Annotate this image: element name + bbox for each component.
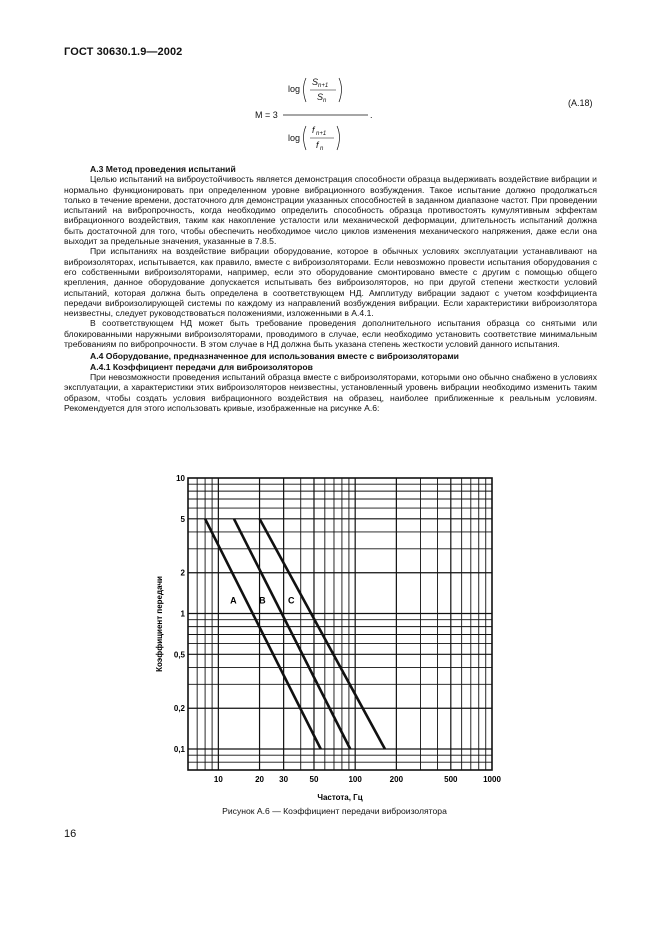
x-tick-label: 100 — [348, 775, 362, 784]
figure-caption: Рисунок А.6 — Коэффициент передачи виброизолятора — [222, 806, 447, 816]
y-tick-label: 0,1 — [173, 745, 185, 755]
formula-lhs: M = 3 — [255, 110, 278, 120]
formula-den-s-sub: n — [323, 98, 327, 104]
chart-x-axis-label: Частота, Гц — [317, 793, 363, 802]
x-tick-label: 10 — [213, 775, 223, 784]
formula-den-s: S — [317, 92, 324, 102]
y-tick-label: 0,5 — [173, 650, 185, 660]
formula-number: (А.18) — [568, 98, 593, 108]
formula-log2: log — [288, 133, 301, 143]
formula-num-s: S — [312, 77, 319, 87]
section-a3-heading: А.3 Метод проведения испытаний — [90, 164, 236, 174]
formula-paren-left-2 — [304, 126, 307, 150]
y-tick-label: 2 — [180, 568, 185, 578]
x-tick-label: 500 — [444, 775, 458, 784]
section-a3-paragraph-3: В соответствующем НД может быть требование проведения дополнительного испытания образца со снятыми или блокированными наружными виброизоляторами, проводимого в случае, если необходимо установить соответствие минимальным требованиям по вибропрочности. В этом случае в НД должна быть указана степень жесткости условий данного испытания. — [64, 318, 597, 350]
x-tick-label: 200 — [389, 775, 404, 784]
section-a41-heading: А.4.1 Коэффициент передачи для виброизоляторов — [90, 361, 313, 372]
y-tick-label: 1 — [180, 609, 185, 619]
series-line-c — [260, 519, 385, 749]
formula-paren-right-2 — [337, 126, 340, 150]
section-a41-paragraph: При невозможности проведения испытаний образца вместе с виброизоляторами, которыми оно обычно снабжено в условиях эксплуатации, а характеристики этих виброизоляторов неизвестны, установленный уровень вибрации необходимо изменить таким образом, чтобы создать условия вибрационного воздействия на образец, наиболее приближенные к реальным условиям. Рекомендуется для этого использовать кривые, изображенные на рисунке А.6: — [64, 371, 597, 413]
section-a3-paragraph-2: При испытаниях на воздействие вибрации оборудование, которое в обычных условиях эксплуатации устанавливают на виброизоляторах, испытывается, как правило, вместе с виброизоляторами. Если невозможно провести испытания оборудования с его собственными виброизоляторами, например, если это оборудование смонтировано вместе с другим с помощью общего крепления, данное оборудование допускается испытывать без виброизоляторов, но при другой степени жесткости условий испытаний, которая должна быть определена в соответствующем НД. Амплитуду вибрации задают с учетом коэффициента передачи виброизолирующей системы по каждому из направлений возбуждения вибрации. Если характеристики виброизолятора неизвестны, следует руководствоваться положениями, изложенными в А.4.1. — [64, 246, 597, 319]
section-a3-paragraph-1: Целью испытаний на виброустойчивость является демонстрация способности образца выдерживать воздействие вибрации и нормально функционировать при определенном уровне вибрационного возбуждения. Такое испытание должно продолжаться только в течение времени, достаточного для демонстрации указанных способностей в заданном диапазоне частот. При проведении испытаний на вибропрочность, когда необходимо определить способность образца противостоять кумулятивным эффектам вибрационного воздействия, таким как накопление усталости или механической деформации, длительность испытаний должна быть достаточной для того, чтобы обеспечить необходимое число циклов изменения механического напряжения, даже если она выходит за предельные значения, указанные в 7.8.5. — [64, 174, 597, 247]
series-label-a: A — [230, 595, 237, 606]
formula-den-f-sub: n — [320, 146, 324, 152]
formula-num-s-sub: n+1 — [318, 83, 329, 89]
body-text — [64, 164, 597, 413]
formula-paren-right-1 — [339, 78, 342, 102]
x-tick-label: 20 — [255, 775, 264, 784]
formula-paren-left-1 — [304, 78, 307, 102]
y-tick-label: 10 — [176, 474, 185, 483]
chart-series — [205, 519, 385, 749]
formula-log1: log — [288, 84, 301, 94]
series-label-c: C — [287, 595, 295, 606]
chart-labels — [174, 474, 502, 784]
x-tick-label: 1000 — [483, 775, 501, 784]
series-label-b: B — [259, 595, 266, 606]
series-line-a — [205, 519, 321, 749]
formula-num-f: f — [312, 125, 315, 135]
formula-num-f-sub: n+1 — [316, 131, 327, 137]
y-tick-label: 5 — [180, 514, 185, 524]
y-tick-label: 0,2 — [173, 704, 185, 714]
document-header: ГОСТ 30630.1.9—2002 — [64, 46, 183, 58]
formula-a18 — [0, 72, 661, 162]
x-tick-label: 50 — [309, 775, 319, 784]
section-a4-heading: А.4 Оборудование, предназначенное для использования вместе с виброизоляторами — [90, 351, 459, 362]
formula-den-f: f — [316, 140, 319, 150]
formula-dot: . — [370, 110, 373, 120]
page-number: 16 — [64, 828, 77, 840]
series-line-b — [234, 519, 350, 749]
x-tick-label: 30 — [279, 775, 289, 784]
transmission-chart — [150, 470, 510, 810]
chart-y-axis-label: Коэффициент передачи — [155, 576, 164, 672]
